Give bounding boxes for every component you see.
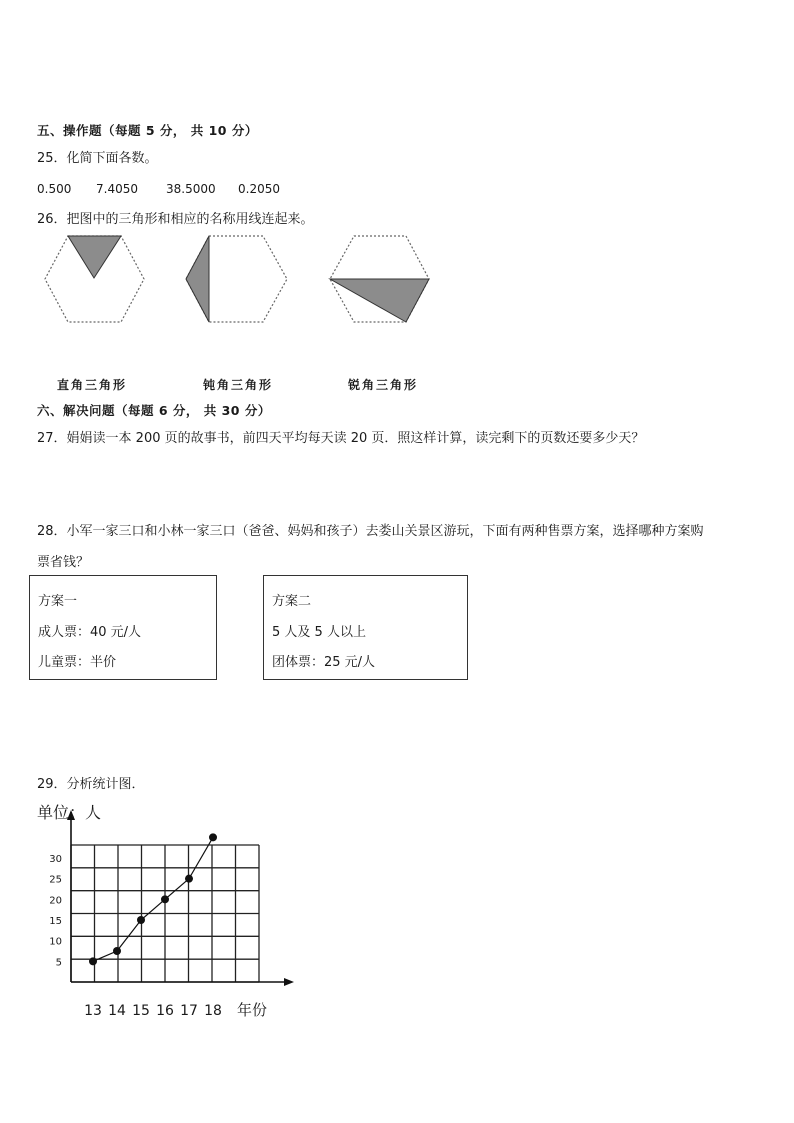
label-acute-triangle: 锐角三角形 bbox=[348, 378, 419, 392]
y-tick-label: 10 bbox=[49, 936, 62, 948]
series-point bbox=[113, 947, 121, 955]
series-line bbox=[93, 837, 213, 961]
y-tick-label: 20 bbox=[49, 895, 62, 907]
plan-two-title: 方案二 bbox=[272, 594, 312, 609]
x-tick-label: 16 bbox=[156, 1003, 174, 1019]
plan-one-child-price: 儿童票：半价 bbox=[38, 655, 117, 670]
series-point bbox=[137, 916, 145, 924]
number-item: 7.4050 bbox=[96, 182, 138, 196]
question-28-text-line1: 28．小军一家三口和小林一家三口（爸爸、妈妈和孩子）去娄山关景区游玩，下面有两种售票方案，选择哪种方案购 bbox=[37, 524, 704, 539]
plan-two-condition: 5 人及 5 人以上 bbox=[272, 625, 366, 640]
plan-two-group-price: 团体票：25 元/人 bbox=[272, 655, 376, 670]
x-tick-label: 15 bbox=[132, 1003, 150, 1019]
number-item: 0.500 bbox=[37, 182, 72, 196]
question-27-text: 27．娟娟读一本 200 页的故事书，前四天平均每天读 20 页．照这样计算，读完剩下的页数还要多少天？ bbox=[37, 431, 645, 446]
chart-unit-label: 单位：人 bbox=[37, 803, 102, 822]
x-tick-label: 17 bbox=[180, 1003, 198, 1019]
y-tick-label: 30 bbox=[49, 854, 62, 865]
x-tick-label: 14 bbox=[108, 1003, 126, 1019]
question-29-text: 29．分析统计图． bbox=[37, 777, 145, 792]
series-point bbox=[209, 833, 217, 841]
question-26-text: 26．把图中的三角形和相应的名称用线连起来。 bbox=[37, 212, 314, 227]
plan-one-adult-price: 成人票：40 元/人 bbox=[38, 625, 142, 640]
x-tick-label: 13 bbox=[84, 1003, 102, 1019]
question-28-text-line2: 票省钱？ bbox=[37, 555, 90, 570]
plan-one-title: 方案一 bbox=[38, 594, 78, 609]
y-tick-label: 25 bbox=[49, 874, 62, 886]
series-point bbox=[161, 895, 169, 903]
series-point bbox=[89, 957, 97, 965]
y-tick-label: 5 bbox=[55, 957, 62, 969]
number-item: 38.5000 bbox=[166, 182, 216, 196]
question-25-text: 25．化简下面各数。 bbox=[37, 151, 158, 166]
label-obtuse-triangle: 钝角三角形 bbox=[203, 378, 274, 392]
x-axis-arrow bbox=[284, 978, 294, 986]
chart-series bbox=[89, 833, 217, 965]
y-tick-label: 15 bbox=[49, 916, 62, 927]
number-item: 0.2050 bbox=[238, 182, 280, 196]
chart-x-axis-label: 年份 bbox=[237, 1001, 268, 1019]
x-tick-label: 18 bbox=[204, 1003, 222, 1019]
section-5-title: 五、操作题（每题 5 分， 共 10 分） bbox=[37, 123, 258, 138]
series-point bbox=[185, 875, 193, 883]
section-6-title: 六、解决问题（每题 6 分， 共 30 分） bbox=[37, 403, 271, 418]
label-right-triangle: 直角三角形 bbox=[57, 378, 128, 392]
chart-grid bbox=[71, 845, 259, 982]
